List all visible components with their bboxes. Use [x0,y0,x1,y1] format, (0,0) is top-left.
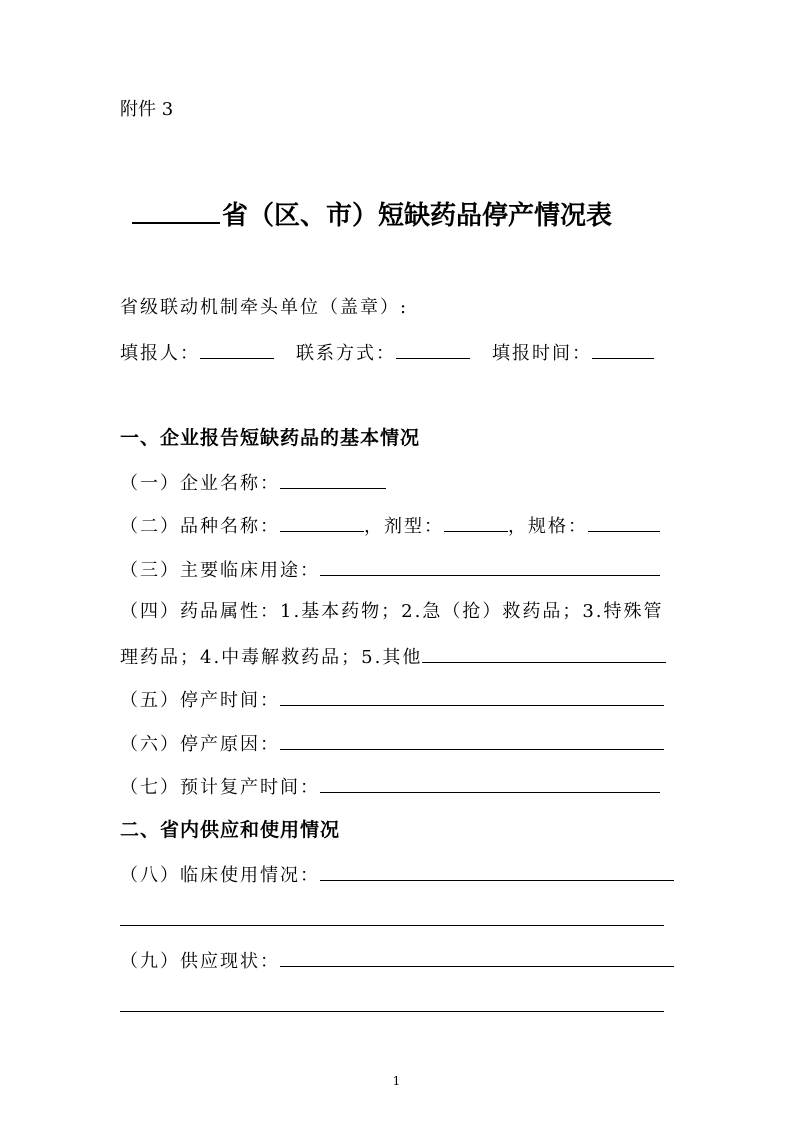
reporter-field[interactable] [200,340,274,359]
variety-name-field[interactable] [280,513,364,532]
item5-row [120,687,664,713]
clinical-use-field[interactable] [320,557,660,576]
supply-status-field[interactable] [280,948,674,967]
item2-label: （二）品种名称： [120,516,280,537]
clinical-usage-continuation-line[interactable] [120,925,664,926]
other-attribute-field[interactable] [422,644,666,663]
fill-time-field[interactable] [592,340,654,359]
item7-label: （七）预计复产时间： [120,777,320,798]
company-name-field[interactable] [280,470,386,489]
item9-label: （九）供应现状： [120,951,280,972]
item1-row [120,470,386,496]
item3-row [120,557,660,583]
item4-line2: 理药品；4.中毒解救药品；5.其他 [120,647,423,668]
contact-label: 联系方式： [296,343,396,364]
reporter-label: 填报人： [120,343,200,364]
title-text: 省（区、市）短缺药品停产情况表 [222,201,613,231]
page-number: 1 [392,1074,401,1088]
stop-reason-field[interactable] [280,731,664,750]
section1-heading: 一、企业报告短缺药品的基本情况 [120,427,421,449]
spec-label: ，规格： [508,516,588,537]
stop-time-field[interactable] [280,687,664,706]
item8-row [120,862,674,888]
contact-field[interactable] [396,340,470,359]
item8-label: （八）临床使用情况： [120,865,320,886]
attachment-label: 附件 3 [120,99,174,120]
item6-row [120,731,664,757]
item4-line2-row [120,644,666,670]
supply-status-continuation-line[interactable] [120,1011,664,1012]
item3-label: （三）主要临床用途： [120,560,320,581]
item5-label: （五）停产时间： [120,690,280,711]
reporter-row [120,340,654,366]
clinical-usage-field[interactable] [320,862,674,881]
fill-time-label: 填报时间： [492,343,592,364]
item9-row [120,948,674,974]
item6-label: （六）停产原因： [120,734,280,755]
title-blank[interactable] [132,196,220,224]
resume-time-field[interactable] [320,774,660,793]
item2-row [120,513,660,539]
spec-field[interactable] [588,513,660,532]
dosage-form-label: ，剂型： [364,516,444,537]
lead-unit-label: 省级联动机制牵头单位（盖章）: [120,297,409,318]
section2-heading: 二、省内供应和使用情况 [120,819,341,841]
item7-row [120,774,660,800]
dosage-form-field[interactable] [444,513,508,532]
item1-label: （一）企业名称： [120,473,280,494]
item4-line1: （四）药品属性：1.基本药物；2.急（抢）救药品；3.特殊管 [120,601,664,622]
page-title [132,196,612,233]
